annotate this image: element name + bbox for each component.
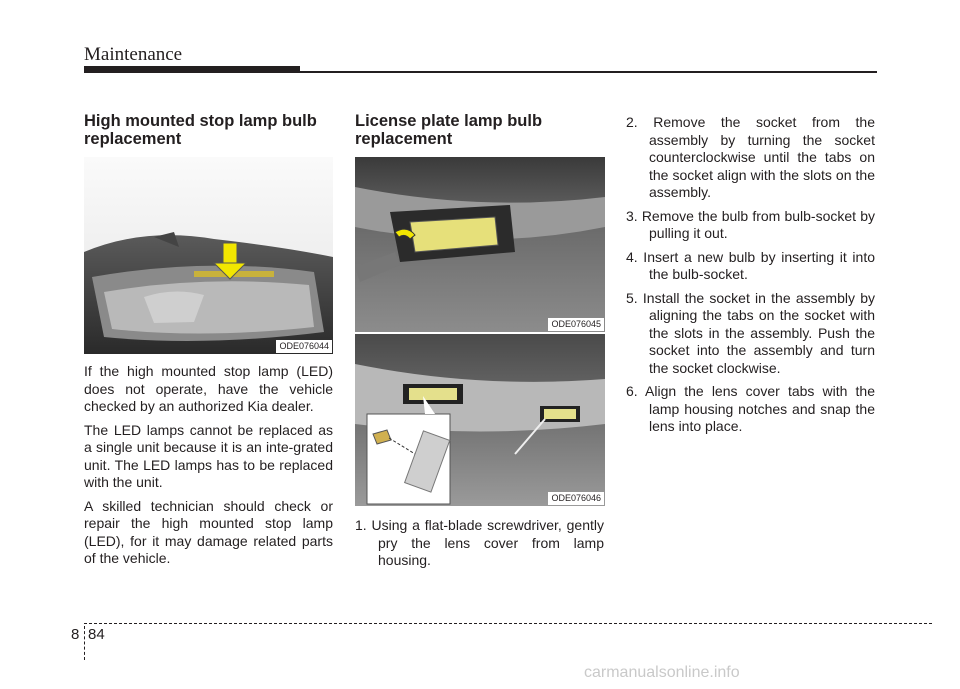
stop-lamp-image (84, 157, 333, 354)
column-steps-cont (626, 114, 875, 442)
step-item: 3. Remove the bulb from bulb-socket by pulling it out. (626, 207, 875, 241)
paragraph: The LED lamps cannot be replaced as a single unit because it is an inte-grated unit. The LED lamps has to be replaced with the unit. (84, 421, 333, 490)
section-number: 8 (71, 626, 80, 643)
license-lamp-steps (355, 517, 604, 576)
paragraph: If the high mounted stop lamp (LED) does not operate, have the vehicle checked by an authorized Kia dealer. (84, 363, 333, 414)
paragraph: A skilled technician should check or repair the high mounted stop lamp (LED), for it may damage related parts of the vehicle. (84, 497, 333, 566)
step-item: 5. Install the socket in the assembly by aligning the tabs on the socket with the slots in the assembly. Push the socket into the assembly and turn the socket clockwise. (626, 289, 875, 376)
footer-rule (84, 623, 932, 624)
step-item: 6. Align the lens cover tabs with the lamp housing notches and snap the lens into place. (626, 383, 875, 434)
section-title: Maintenance (84, 44, 183, 65)
column-stop-lamp (84, 112, 333, 148)
image-code: ODE076046 (548, 492, 604, 505)
step-item: 1. Using a flat-blade screwdriver, gently pry the lens cover from lamp housing. (355, 517, 604, 568)
watermark: carmanualsonline.info (584, 664, 740, 681)
heading-license-lamp: License plate lamp bulb replacement (355, 112, 543, 148)
step-item: 4. Insert a new bulb by inserting it into the bulb-socket. (626, 248, 875, 282)
footer-divider (84, 626, 85, 660)
image-code: ODE076044 (276, 340, 332, 353)
column-license-lamp (355, 112, 604, 148)
page-number: 84 (88, 626, 105, 643)
header-rule (84, 71, 877, 73)
license-lamp-image-1 (355, 157, 605, 332)
step-item: 2. Remove the socket from the assembly by turning the socket counterclockwise until the tabs on the socket align with the slots on the assembly. (626, 114, 875, 200)
license-lamp-image-2 (355, 334, 605, 506)
heading-stop-lamp: High mounted stop lamp bulb replacement (84, 112, 317, 148)
image-code: ODE076045 (548, 318, 604, 331)
stop-lamp-text (84, 363, 333, 568)
